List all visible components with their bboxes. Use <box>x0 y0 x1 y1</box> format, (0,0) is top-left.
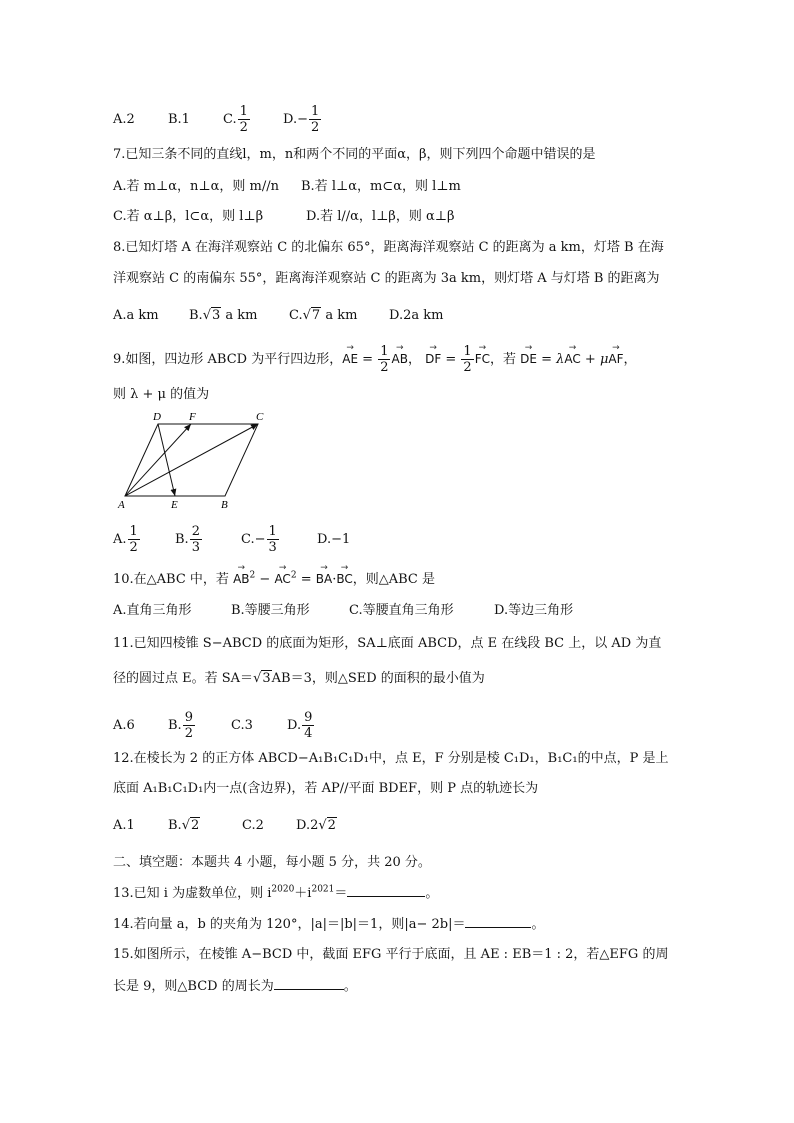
q9-option-b: B. $\frac{2}{3}$ <box>175 524 200 555</box>
label-f: F <box>189 411 196 423</box>
q7-option-b: B.若 l⊥α，m⊂α，则 l⊥m <box>301 179 461 194</box>
q7-option-a: A.若 m⊥α，n⊥α，则 m//n <box>113 179 279 194</box>
label-b: B <box>221 499 228 511</box>
q6-option-a: A.2 <box>113 112 135 127</box>
q8-stem-line2: 洋观察站 C 的南偏东 55°，距离海洋观察站 C 的距离为 3a km，则灯塔 A 与灯塔 B 的距离为 <box>113 271 660 286</box>
label-e: E <box>171 499 178 511</box>
sqrt-symbol: √2 <box>181 818 200 833</box>
q7-option-d: D.若 l//α，l⊥β，则 α⊥β <box>306 209 455 224</box>
sqrt-symbol: √2 <box>318 818 336 833</box>
q12-option-c: C.2 <box>242 818 264 833</box>
q14-stem: 14.若向量 a，b 的夹角为 120°，|a|＝|b|＝1，则|a− 2b|＝ 。 <box>113 917 545 932</box>
fraction: $\frac{1}{2}$ <box>129 524 138 555</box>
sqrt-symbol: √7 <box>302 308 321 323</box>
q8-option-b: B.√3 a km <box>189 308 258 323</box>
q11-options <box>113 710 315 741</box>
q12-option-b: B.√2 <box>168 818 200 833</box>
q9-stem-line1: 9.如图，四边形 ABCD 为平行四边形，→ AE = $\frac{1}{2}$ → AB， → DF = $\frac{1}{2}$ → FC，若 → DE = λ→ AC + μ→ AF， <box>113 344 637 375</box>
q11-option-c: C.3 <box>231 718 253 733</box>
sqrt-symbol: √3 <box>253 671 271 686</box>
label-c: C <box>256 411 264 423</box>
q15-stem-line2: 长是 9，则△BCD 的周长为 。 <box>113 979 357 994</box>
fraction: $\frac{9}{4}$ <box>304 710 313 741</box>
q10-option-a: A.直角三角形 <box>113 603 192 618</box>
q12-option-d: D.2√2 <box>296 818 336 833</box>
q7-option-c: C.若 α⊥β，l⊂α，则 l⊥β <box>113 209 264 224</box>
q12-option-a: A.1 <box>113 818 135 833</box>
q8-options <box>113 307 443 325</box>
q12-stem-line1: 12.在棱长为 2 的正方体 ABCD−A₁B₁C₁D₁中，点 E，F 分别是棱 C₁D₁，B₁C₁的中点，P 是上 <box>113 751 669 766</box>
q11-option-d: D. $\frac{9}{4}$ <box>287 710 313 741</box>
q11-stem-line2: 径的圆过点 E。若 SA＝√3AB＝3，则△SED 的面积的最小值为 <box>113 671 485 686</box>
vector-de <box>158 424 175 496</box>
q7-stem: 7.已知三条不同的直线l，m，n和两个不同的平面α，β，则下列四个命题中错误的是 <box>113 147 596 162</box>
fraction: $\frac{2}{3}$ <box>191 524 200 555</box>
section2-heading: 二、填空题：本题共 4 小题，每小题 5 分，共 20 分。 <box>113 855 431 870</box>
fraction: $\frac{1}{2}$ <box>463 344 472 375</box>
vector-af <box>125 424 191 496</box>
vector-ac <box>125 424 258 496</box>
q12-options <box>113 817 337 835</box>
q11-option-b: B. $\frac{9}{2}$ <box>168 710 193 741</box>
q9-option-d: D.−1 <box>317 532 351 547</box>
q8-option-d: D.2a km <box>389 308 444 323</box>
q9-option-a: A. $\frac{1}{2}$ <box>113 524 138 555</box>
fraction: $\frac{1}{3}$ <box>268 524 277 555</box>
q9-stem-line2: 则 λ + μ 的值为 <box>113 387 210 402</box>
q6-options <box>113 104 322 135</box>
q10-option-b: B.等腰三角形 <box>231 603 310 618</box>
q13-stem: 13.已知 i 为虚数单位，则 $i^{2020}+i^{2021}=$ 。 <box>113 884 439 901</box>
fraction: $\frac{1}{2}$ <box>310 104 320 135</box>
q9-option-c: C.− $\frac{1}{3}$ <box>241 524 277 555</box>
label-a: A <box>118 499 125 511</box>
q9-parallelogram-figure <box>113 408 273 513</box>
q10-option-d: D.等边三角形 <box>494 603 574 618</box>
answer-blank <box>347 884 425 897</box>
answer-blank <box>465 915 531 928</box>
label-d: D <box>153 411 161 423</box>
q11-stem-line1: 11.已知四棱锥 S−ABCD 的底面为矩形，SA⊥底面 ABCD，点 E 在线段 BC 上，以 AD 为直 <box>113 636 662 651</box>
q8-option-c: C.√7 a km <box>289 308 358 323</box>
answer-blank <box>274 977 344 990</box>
q11-option-a: A.6 <box>113 718 135 733</box>
q9-options <box>113 524 350 555</box>
q8-option-a: A.a km <box>113 308 159 323</box>
q10-stem: 10.在△ABC 中，若 → $AB^2$ − → $AC^2$ = → BA·→ BC，则△ABC 是 <box>113 570 435 589</box>
q6-option-b: B.1 <box>168 112 190 127</box>
sqrt-symbol: √3 <box>202 308 221 323</box>
q7-options-row1 <box>113 178 461 196</box>
q10-option-c: C.等腰直角三角形 <box>349 603 454 618</box>
q8-stem-line1: 8.已知灯塔 A 在海洋观察站 C 的北偏东 65°，距离海洋观察站 C 的距离为 a km，灯塔 B 在海 <box>113 240 664 255</box>
q15-stem-line1: 15.如图所示，在棱锥 A−BCD 中，截面 EFG 平行于底面，且 AE : EB＝1 : 2，若△EFG 的周 <box>113 947 669 962</box>
q10-options <box>113 602 573 620</box>
fraction: $\frac{1}{2}$ <box>380 344 389 375</box>
q6-option-c: C. $\frac{1}{2}$ <box>223 104 248 135</box>
q7-options-row2 <box>113 208 454 226</box>
fraction: $\frac{9}{2}$ <box>184 710 193 741</box>
fraction: $\frac{1}{2}$ <box>239 104 248 135</box>
q6-option-d: D.− $\frac{1}{2}$ <box>283 104 320 135</box>
q12-stem-line2: 底面 A₁B₁C₁D₁内一点(含边界)，若 AP//平面 BDEF，则 P 点的轨迹长为 <box>113 781 539 796</box>
